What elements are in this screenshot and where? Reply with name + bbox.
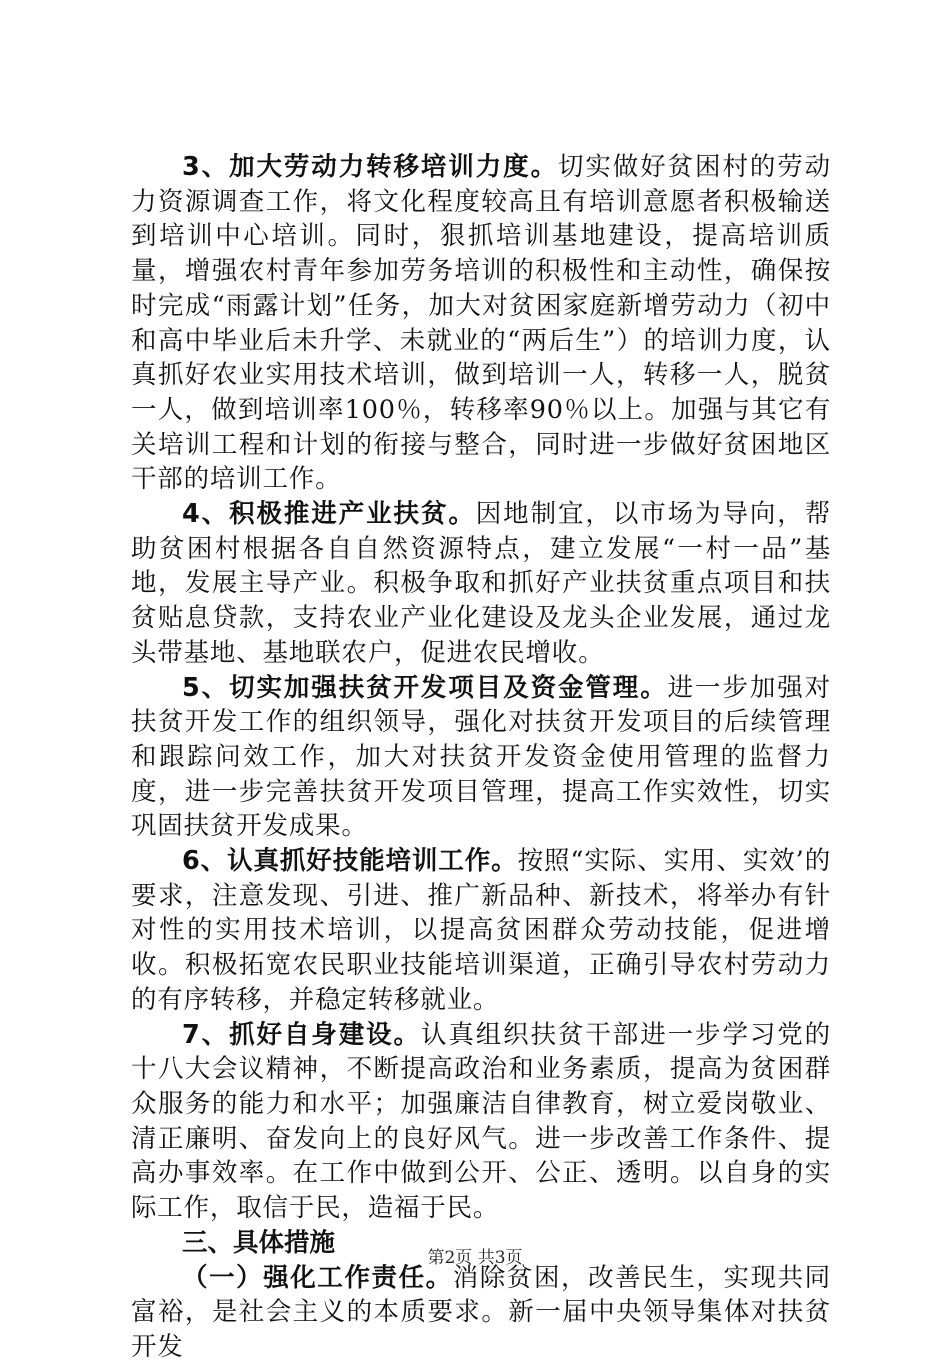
paragraph-lead: 6、认真抓好技能培训工作。 <box>182 846 518 877</box>
paragraph-text: 进一步加强对扶贫开发工作的组织领导，强化对扶贫开发项目的后续管理和跟踪问效工作，加大对扶贫开发资金使用管理的监督力度，进一步完善扶贫开发项目管理，提高工作实效性，切实巩固扶贫开发成果。 <box>131 672 831 842</box>
paragraph-self-building <box>131 1018 831 1226</box>
paragraph-lead: 3、加大劳动力转移培训力度。 <box>182 152 558 182</box>
document-body <box>131 150 831 1365</box>
paragraph-lead: 7、抓好自身建设。 <box>182 1019 421 1050</box>
paragraph-work-responsibility <box>131 1261 831 1365</box>
paragraph-text: 认真组织扶贫干部进一步学习党的十八大会议精神，不断提高政治和业务素质，提高为贫困群众服务的能力和水平；加强廉洁自律教育，树立爱岗敬业、清正廉明、奋发向上的良好风气。进一步改善工作条件、提高办事效率。在工作中做到公开、公正、透明。以自身的实际工作，取信于民，造福于民。 <box>131 1019 831 1224</box>
paragraph-lead: 5、切实加强扶贫开发项目及资金管理。 <box>182 672 668 703</box>
page-number-footer: 第2页 共3页 <box>427 1248 523 1268</box>
paragraph-industry-poverty-relief <box>131 497 831 671</box>
paragraph-text: 按照“实际、实用、实效’的要求，注意发现、引进、推广新品种、新技术，将举办有针对性的实用技术培训，以提高贫困群众劳动技能，促进增收。积极拓宽农民职业技能培训渠道，正确引导农村劳动力的有序转移，并稳定转移就业。 <box>131 846 831 1015</box>
paragraph-text: 切实做好贫困村的劳动力资源调查工作，将文化程度较高且有培训意愿者积极输送到培训中心培训。同时，狠抓培训基地建设，提高培训质量，增强农村青年参加劳务培训的积极性和主动性，确保按时完成“雨露计划”任务，加大对贫困家庭新增劳动力（初中和高中毕业后未升学、未就业的“两后生”）的培训力度，认真抓好农业实用技术培训，做到培训一人，转移一人，脱贫一人，做到培训率100％，转移率90％以上。加强与其它有关培训工程和计划的衔接与整合，同时进一步做好贫困地区干部的培训工作。 <box>131 152 831 495</box>
section-heading: 三、具体措施 <box>182 1227 336 1258</box>
paragraph-skills-training <box>131 844 831 1018</box>
paragraph-labor-training <box>131 150 831 497</box>
paragraph-lead: 4、积极推进产业扶贫。 <box>182 499 476 530</box>
paragraph-lead: （一）强化工作责任。 <box>182 1262 453 1293</box>
paragraph-text: 因地制宜，以市场为导向，帮助贫困村根据各自自然资源特点，建立发展“一村一品”基地，发展主导产业。积极争取和抓好产业扶贫重点项目和扶贫贴息贷款，支持农业产业化建设及龙头企业发展，通过龙头带基地、基地联农户，促进农民增收。 <box>131 499 831 668</box>
paragraph-project-fund-management <box>131 671 831 845</box>
paragraph-text: 消除贫困，改善民生，实现共同富裕，是社会主义的本质要求。新一届中央领导集体对扶贫开发 <box>131 1262 831 1362</box>
